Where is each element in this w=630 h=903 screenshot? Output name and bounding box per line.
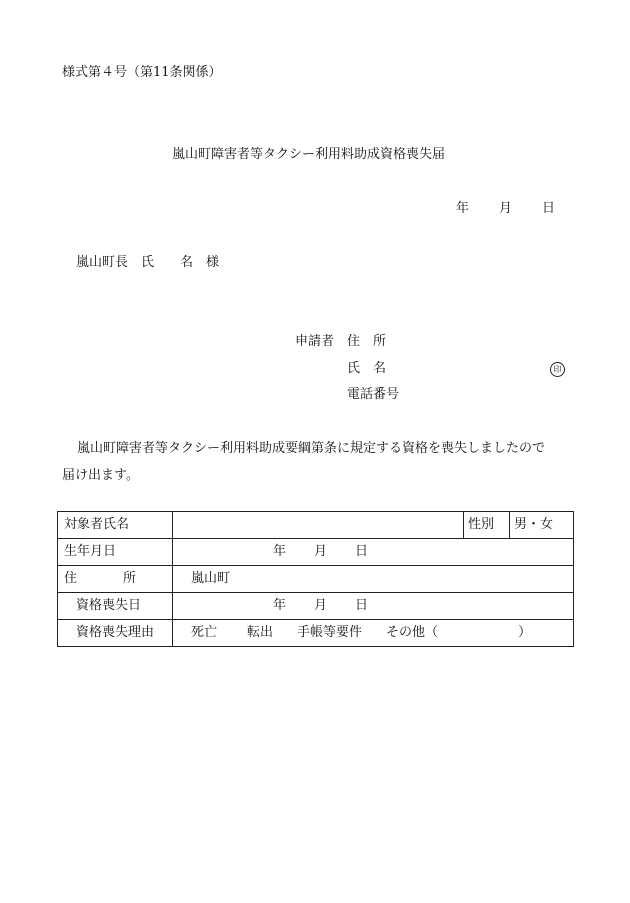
addressee-shi: 氏 <box>141 255 155 270</box>
table-row-subject-name <box>58 512 574 539</box>
addressee <box>76 255 219 271</box>
loss-year-label: 年 <box>273 598 287 613</box>
addressee-mei: 名 <box>180 255 194 270</box>
applicant-phone-label: 電話番号 <box>347 387 400 402</box>
reason-handbook[interactable]: 手帳等要件 <box>297 625 363 640</box>
date-year-label: 年 <box>456 201 470 216</box>
date-line <box>456 201 555 217</box>
date-day-label: 日 <box>542 201 556 216</box>
gender-label: 性別 <box>464 512 510 539</box>
loss-date-field[interactable] <box>173 593 574 620</box>
addressee-office: 嵐山町長 <box>76 255 129 270</box>
address-field[interactable]: 嵐山町 <box>173 566 574 593</box>
reason-death[interactable]: 死亡 <box>191 625 218 640</box>
birth-year-label: 年 <box>273 544 287 559</box>
applicant-name-label: 氏 名 <box>347 361 387 376</box>
loss-date-label: 資格喪失日 <box>58 593 173 620</box>
table-row-loss-date <box>58 593 574 620</box>
subject-name-label: 対象者氏名 <box>58 512 173 539</box>
addressee-sama: 様 <box>206 255 220 270</box>
seal-mark <box>550 361 565 377</box>
subject-name-field[interactable] <box>173 512 464 539</box>
table-row-address <box>58 566 574 593</box>
body-line-2: 届け出ます。 <box>62 468 139 483</box>
birth-month-label: 月 <box>314 544 328 559</box>
reason-other-close: ） <box>518 625 532 640</box>
table-row-loss-reason <box>58 620 574 647</box>
applicant-address-label: 住 所 <box>347 334 387 349</box>
table-row-birthdate <box>58 539 574 566</box>
seal-icon: 印 <box>550 362 565 377</box>
address-label-part-2: 所 <box>123 571 137 586</box>
form-number: 様式第４号（第11条関係） <box>62 65 222 80</box>
loss-month-label: 月 <box>314 598 328 613</box>
address-label-part-1: 住 <box>64 571 78 586</box>
birth-day-label: 日 <box>355 544 369 559</box>
subject-info-table <box>57 511 574 647</box>
reason-move-out[interactable]: 転出 <box>247 625 274 640</box>
document-title: 嵐山町障害者等タクシー利用料助成資格喪失届 <box>172 147 446 162</box>
loss-day-label: 日 <box>355 598 369 613</box>
loss-reason-label: 資格喪失理由 <box>58 620 173 647</box>
address-label <box>58 566 173 593</box>
loss-reason-field[interactable] <box>173 620 574 647</box>
birthdate-field[interactable] <box>173 539 574 566</box>
birthdate-label: 生年月日 <box>58 539 173 566</box>
applicant-role: 申請者 <box>295 334 335 349</box>
gender-choice[interactable]: 男・女 <box>510 512 574 539</box>
reason-other-open[interactable]: その他（ <box>386 625 439 640</box>
date-month-label: 月 <box>499 201 513 216</box>
body-line-1: 嵐山町障害者等タクシー利用料助成要綱第条に規定する資格を喪失しましたので <box>77 441 546 456</box>
